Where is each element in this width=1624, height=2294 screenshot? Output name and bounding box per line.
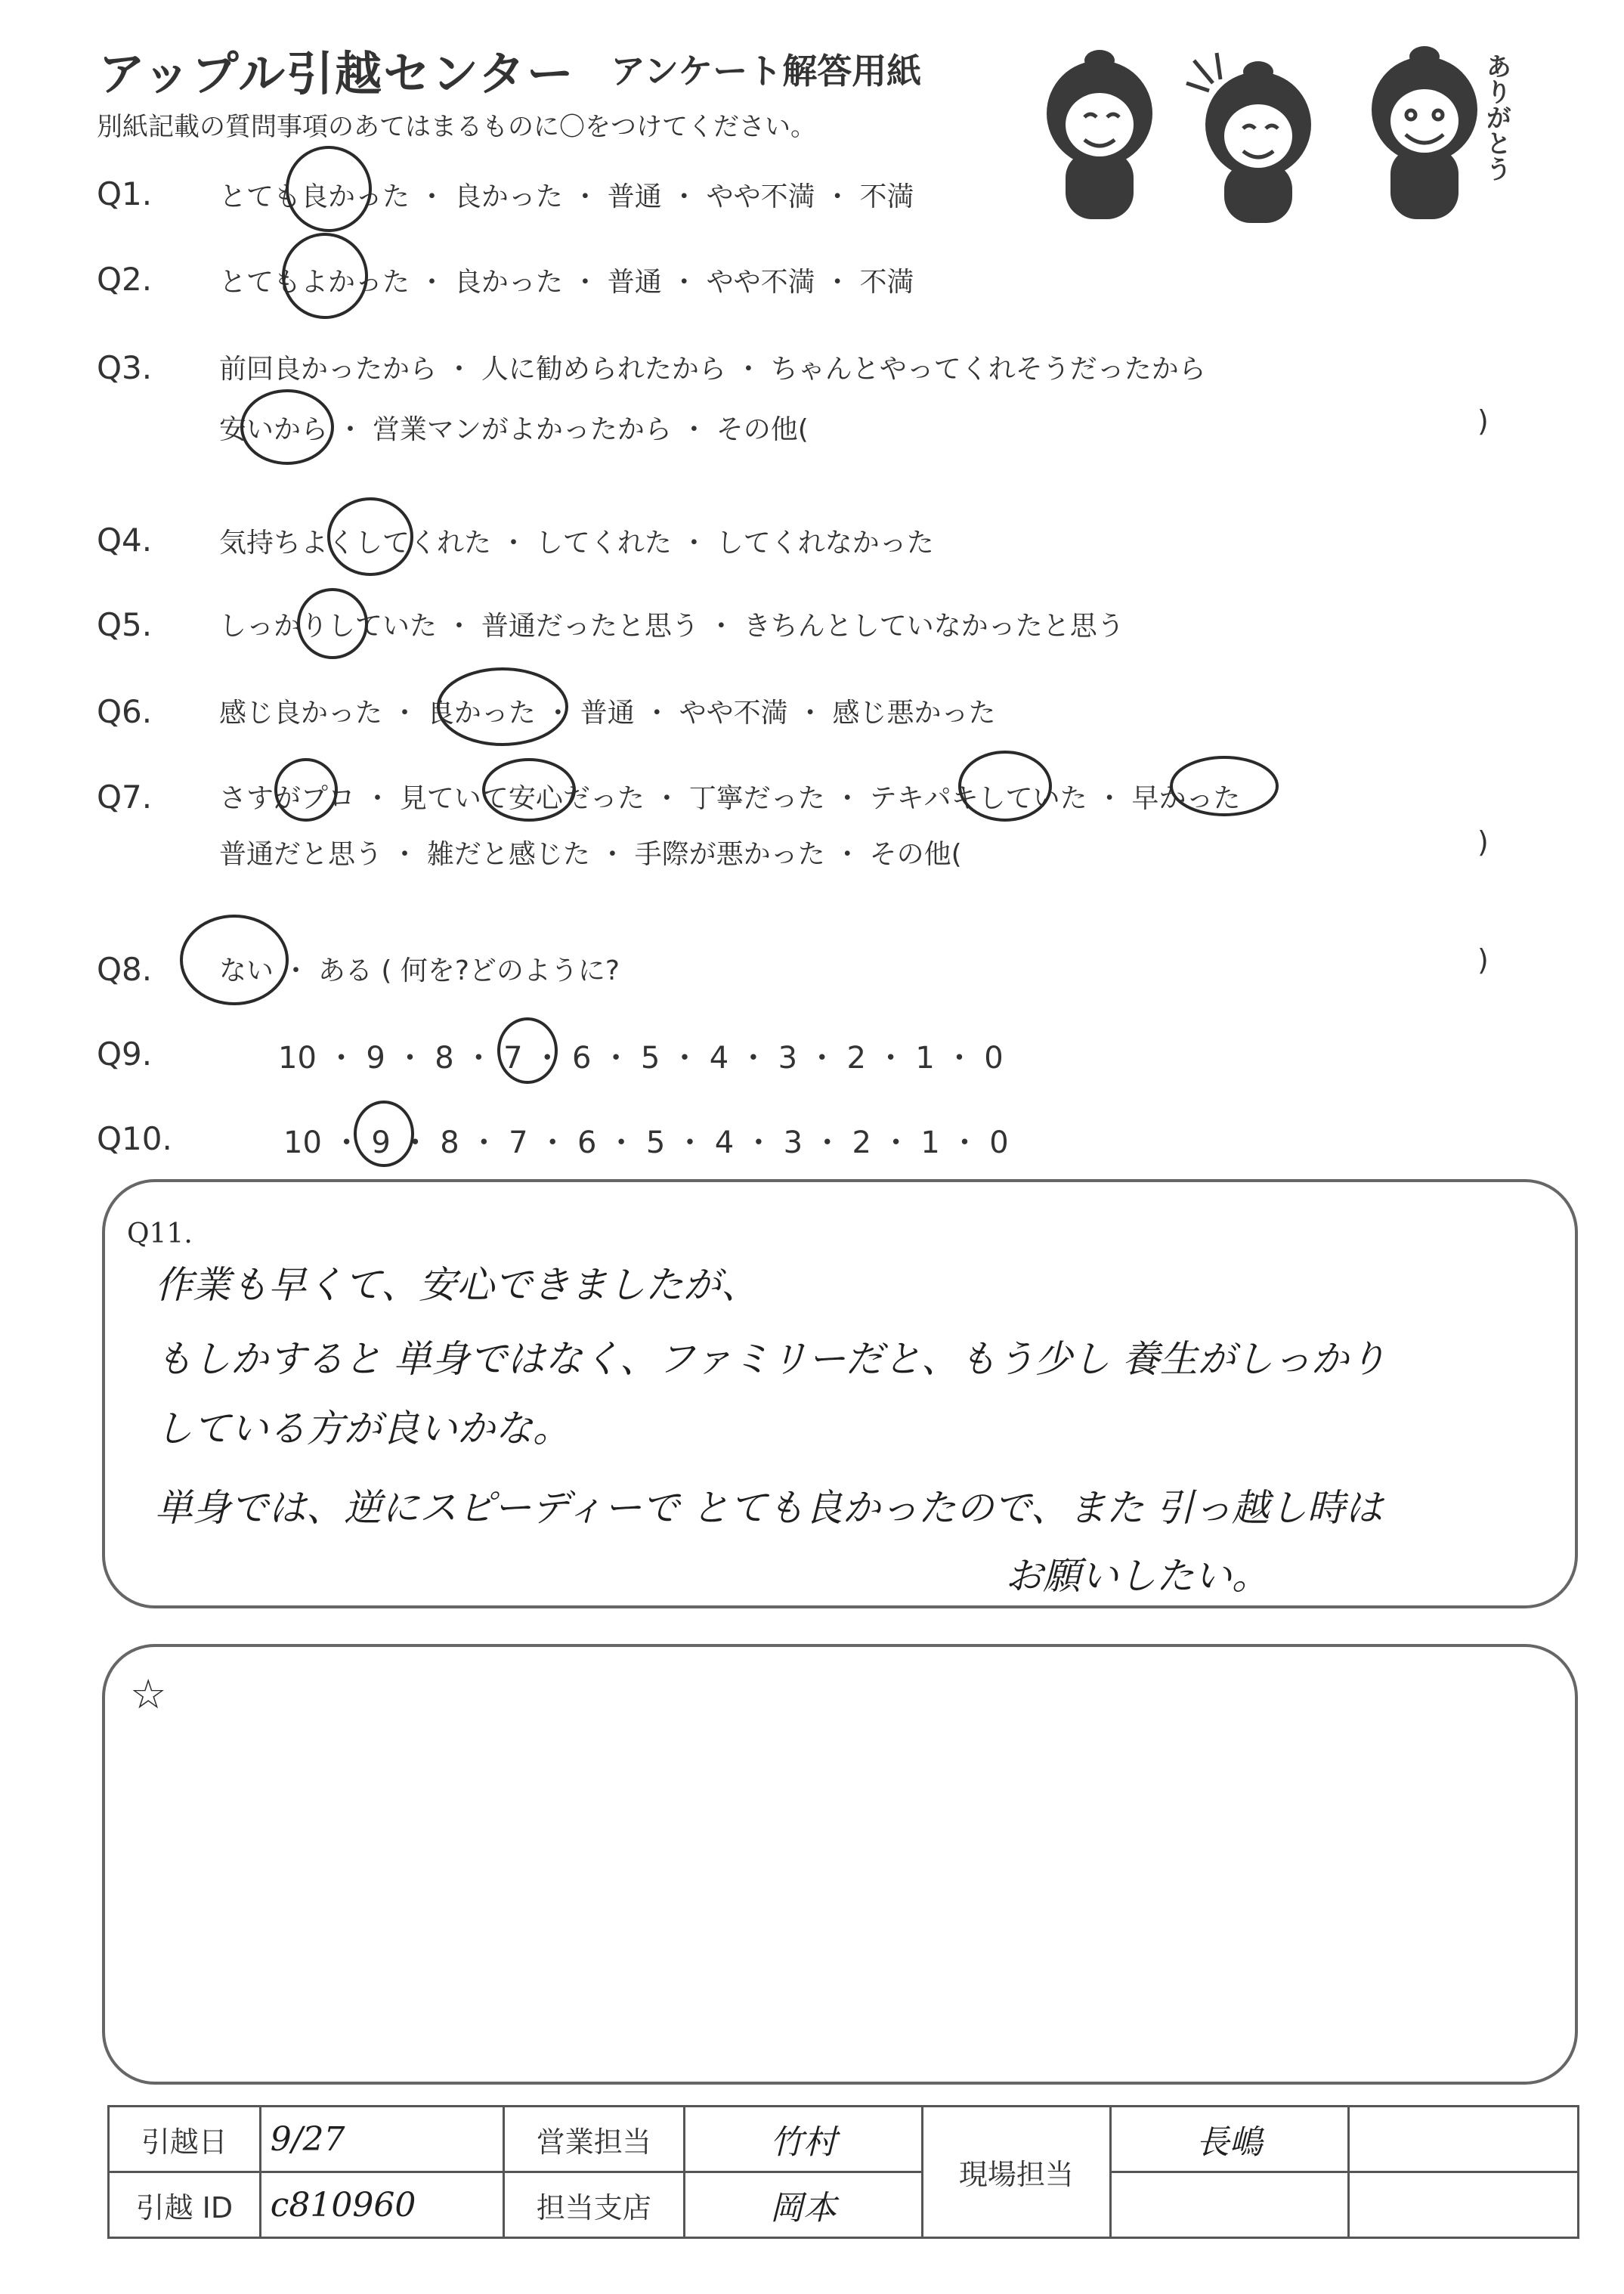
q3-options[interactable]: 前回良かったから ・ 人に勧められたから ・ ちゃんとやってくれそうだったから [219,354,1206,385]
q11-line-3: している方が良いかな。 [155,1407,571,1450]
move-date-value: 9/27 [260,2107,503,2172]
form-subtitle: アンケート解答用紙 [611,51,922,91]
move-id-value: c810960 [260,2172,503,2238]
q7-close-paren: ) [1477,825,1489,859]
q11-line-2: もしかすると 単身ではなく、ファミリーだと、もう少し 養生がしっかり [155,1337,1387,1381]
branch-label: 担当支店 [503,2172,684,2238]
star-icon: ☆ [130,1670,167,1718]
site-value: 長嶋 [1110,2107,1348,2172]
q8-close-paren: ) [1477,943,1489,977]
site-label: 現場担当 [923,2107,1110,2238]
sales-label: 営業担当 [503,2107,684,2172]
q11-line-4: 単身では、逆にスピーディーで とても良かったので、また 引っ越し時は [155,1486,1383,1530]
extra-cell [1349,2107,1579,2172]
q5-label: Q5. [97,606,153,643]
thanks-text: ありがとう [1481,53,1511,181]
instruction-text: 別紙記載の質問事項のあてはまるものに〇をつけてください。 [97,112,816,142]
q1-options[interactable]: とても良かった ・ 良かった ・ 普通 ・ やや不満 ・ 不満 [219,181,914,212]
move-id-label: 引越 ID [109,2172,261,2238]
q2-options[interactable]: とてもよかった ・ 良かった ・ 普通 ・ やや不満 ・ 不満 [219,267,914,298]
q1-label: Q1. [97,175,153,212]
branch-value: 岡本 [684,2172,922,2238]
q9-options[interactable]: 10 ・ 9 ・ 8 ・ 7 ・ 6 ・ 5 ・ 4 ・ 3 ・ 2 ・ 1 ・ 0 [278,1041,1004,1076]
move-date-label: 引越日 [109,2107,261,2172]
q11-line-5: お願いしたい。 [1005,1554,1270,1598]
q7-options-line2[interactable]: 普通だと思う ・ 雑だと感じた ・ 手際が悪かった ・ その他( [219,839,962,870]
monkey-mascots-illustration [1035,30,1534,234]
q10-options[interactable]: 10 ・ 9 ・ 8 ・ 7 ・ 6 ・ 5 ・ 4 ・ 3 ・ 2 ・ 1 ・ 0 [283,1125,1009,1160]
q10-label: Q10. [97,1120,172,1157]
q11-comment-box [102,1179,1578,1608]
q9-label: Q9. [97,1036,153,1073]
q8-options[interactable]: ない ・ ある ( 何を?どのように? [219,955,620,986]
q7-label: Q7. [97,779,153,816]
q3-options-line2[interactable]: 安いから ・ 営業マンがよかったから ・ その他( [219,414,809,445]
sales-value: 竹村 [684,2107,922,2172]
q11-line-1: 作業も早くて、安心できましたが、 [155,1263,759,1307]
q3-label: Q3. [97,349,153,386]
info-table [107,2105,1579,2239]
q6-options[interactable]: 感じ良かった ・ 良かった ・ 普通 ・ やや不満 ・ 感じ悪かった [219,698,996,729]
extra-cell-2 [1349,2172,1579,2238]
q4-options[interactable]: 気持ちよくしてくれた ・ してくれた ・ してくれなかった [219,528,934,559]
q11-label: Q11. [127,1218,193,1249]
q8-label: Q8. [97,951,153,988]
q6-label: Q6. [97,693,153,730]
site-extra-cell [1110,2172,1348,2238]
star-comment-box [102,1644,1578,2085]
q2-label: Q2. [97,261,153,298]
q5-options[interactable]: しっかりしていた ・ 普通だったと思う ・ きちんとしていなかったと思う [219,611,1124,642]
brand-title: アップル引越センター [98,46,575,101]
q3-close-paren: ) [1477,404,1489,438]
q7-options[interactable]: さすがプロ ・ 見ていて安心だった ・ 丁寧だった ・ テキパキしていた ・ 早かった [219,783,1241,814]
q4-label: Q4. [97,522,153,559]
